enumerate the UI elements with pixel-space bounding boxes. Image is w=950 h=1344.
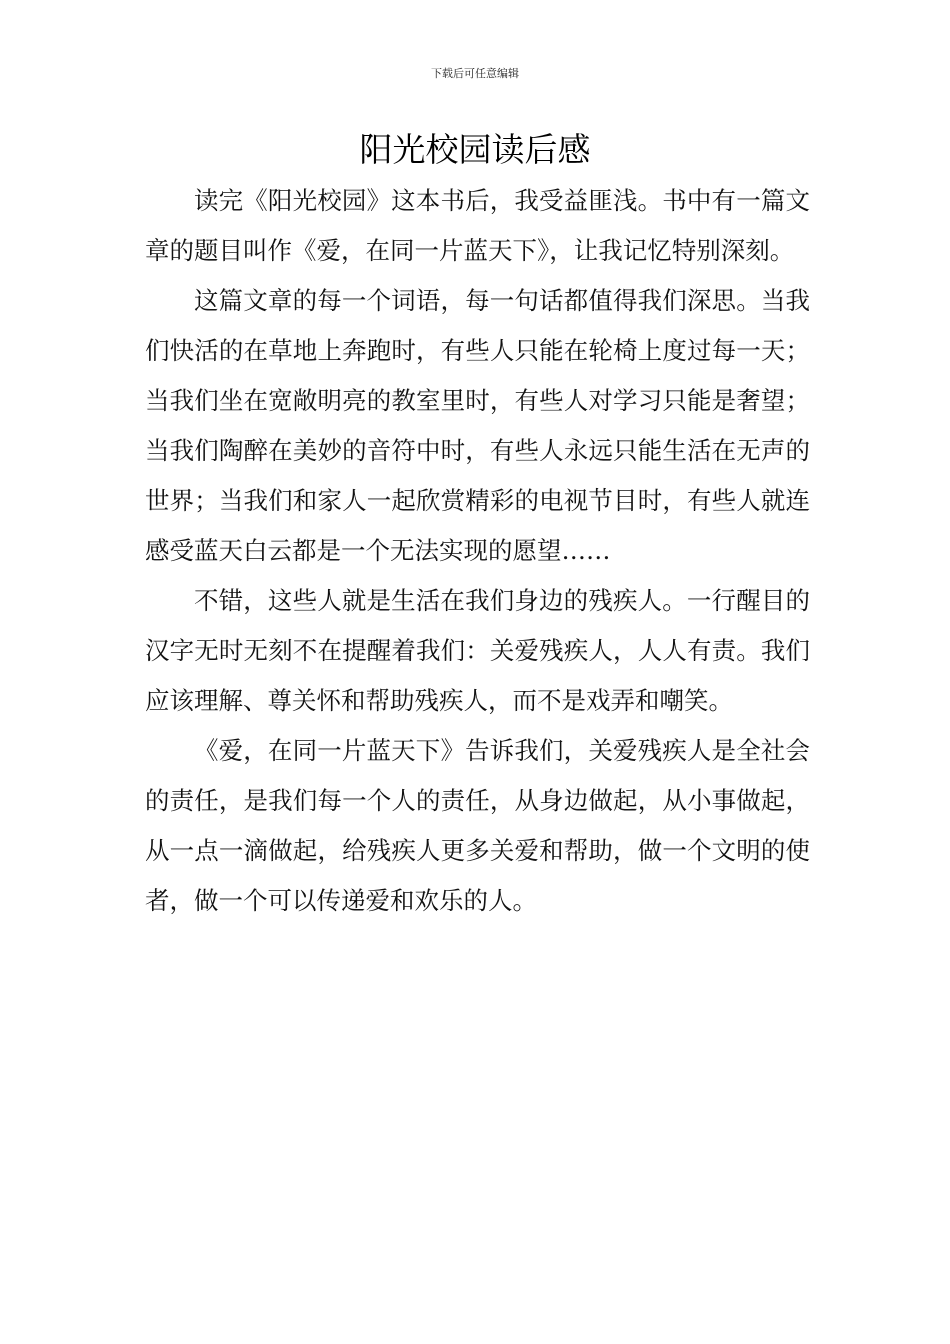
paragraph: 这篇文章的每一个词语，每一句话都值得我们深思。当我们快活的在草地上奔跑时，有些人只能在轮椅上度过每一天；当我们坐在宽敞明亮的教室里时，有些人对学习只能是奢望；当我们陶醉在美妙的音符中时，有些人永远只能生活在无声的世界；当我们和家人一起欣赏精彩的电视节目时，有些人就连感受蓝天白云都是一个无法实现的愿望…… [145,286,810,565]
document-body [145,176,810,926]
paragraph: 不错，这些人就是生活在我们身边的残疾人。一行醒目的汉字无时无刻不在提醒着我们：关爱残疾人，人人有责。我们应该理解、尊关怀和帮助残疾人，而不是戏弄和嘲笑。 [145,586,810,715]
paragraph: 《爱，在同一片蓝天下》告诉我们，关爱残疾人是全社会的责任，是我们每一个人的责任，从身边做起，从小事做起，从一点一滴做起，给残疾人更多关爱和帮助，做一个文明的使者，做一个可以传递爱和欢乐的人。 [145,736,810,915]
header-note: 下载后可任意编辑 [431,67,519,80]
document-title: 阳光校园读后感 [359,130,591,169]
paragraph: 读完《阳光校园》这本书后，我受益匪浅。书中有一篇文章的题目叫作《爱，在同一片蓝天下》，让我记忆特别深刻。 [145,186,810,265]
